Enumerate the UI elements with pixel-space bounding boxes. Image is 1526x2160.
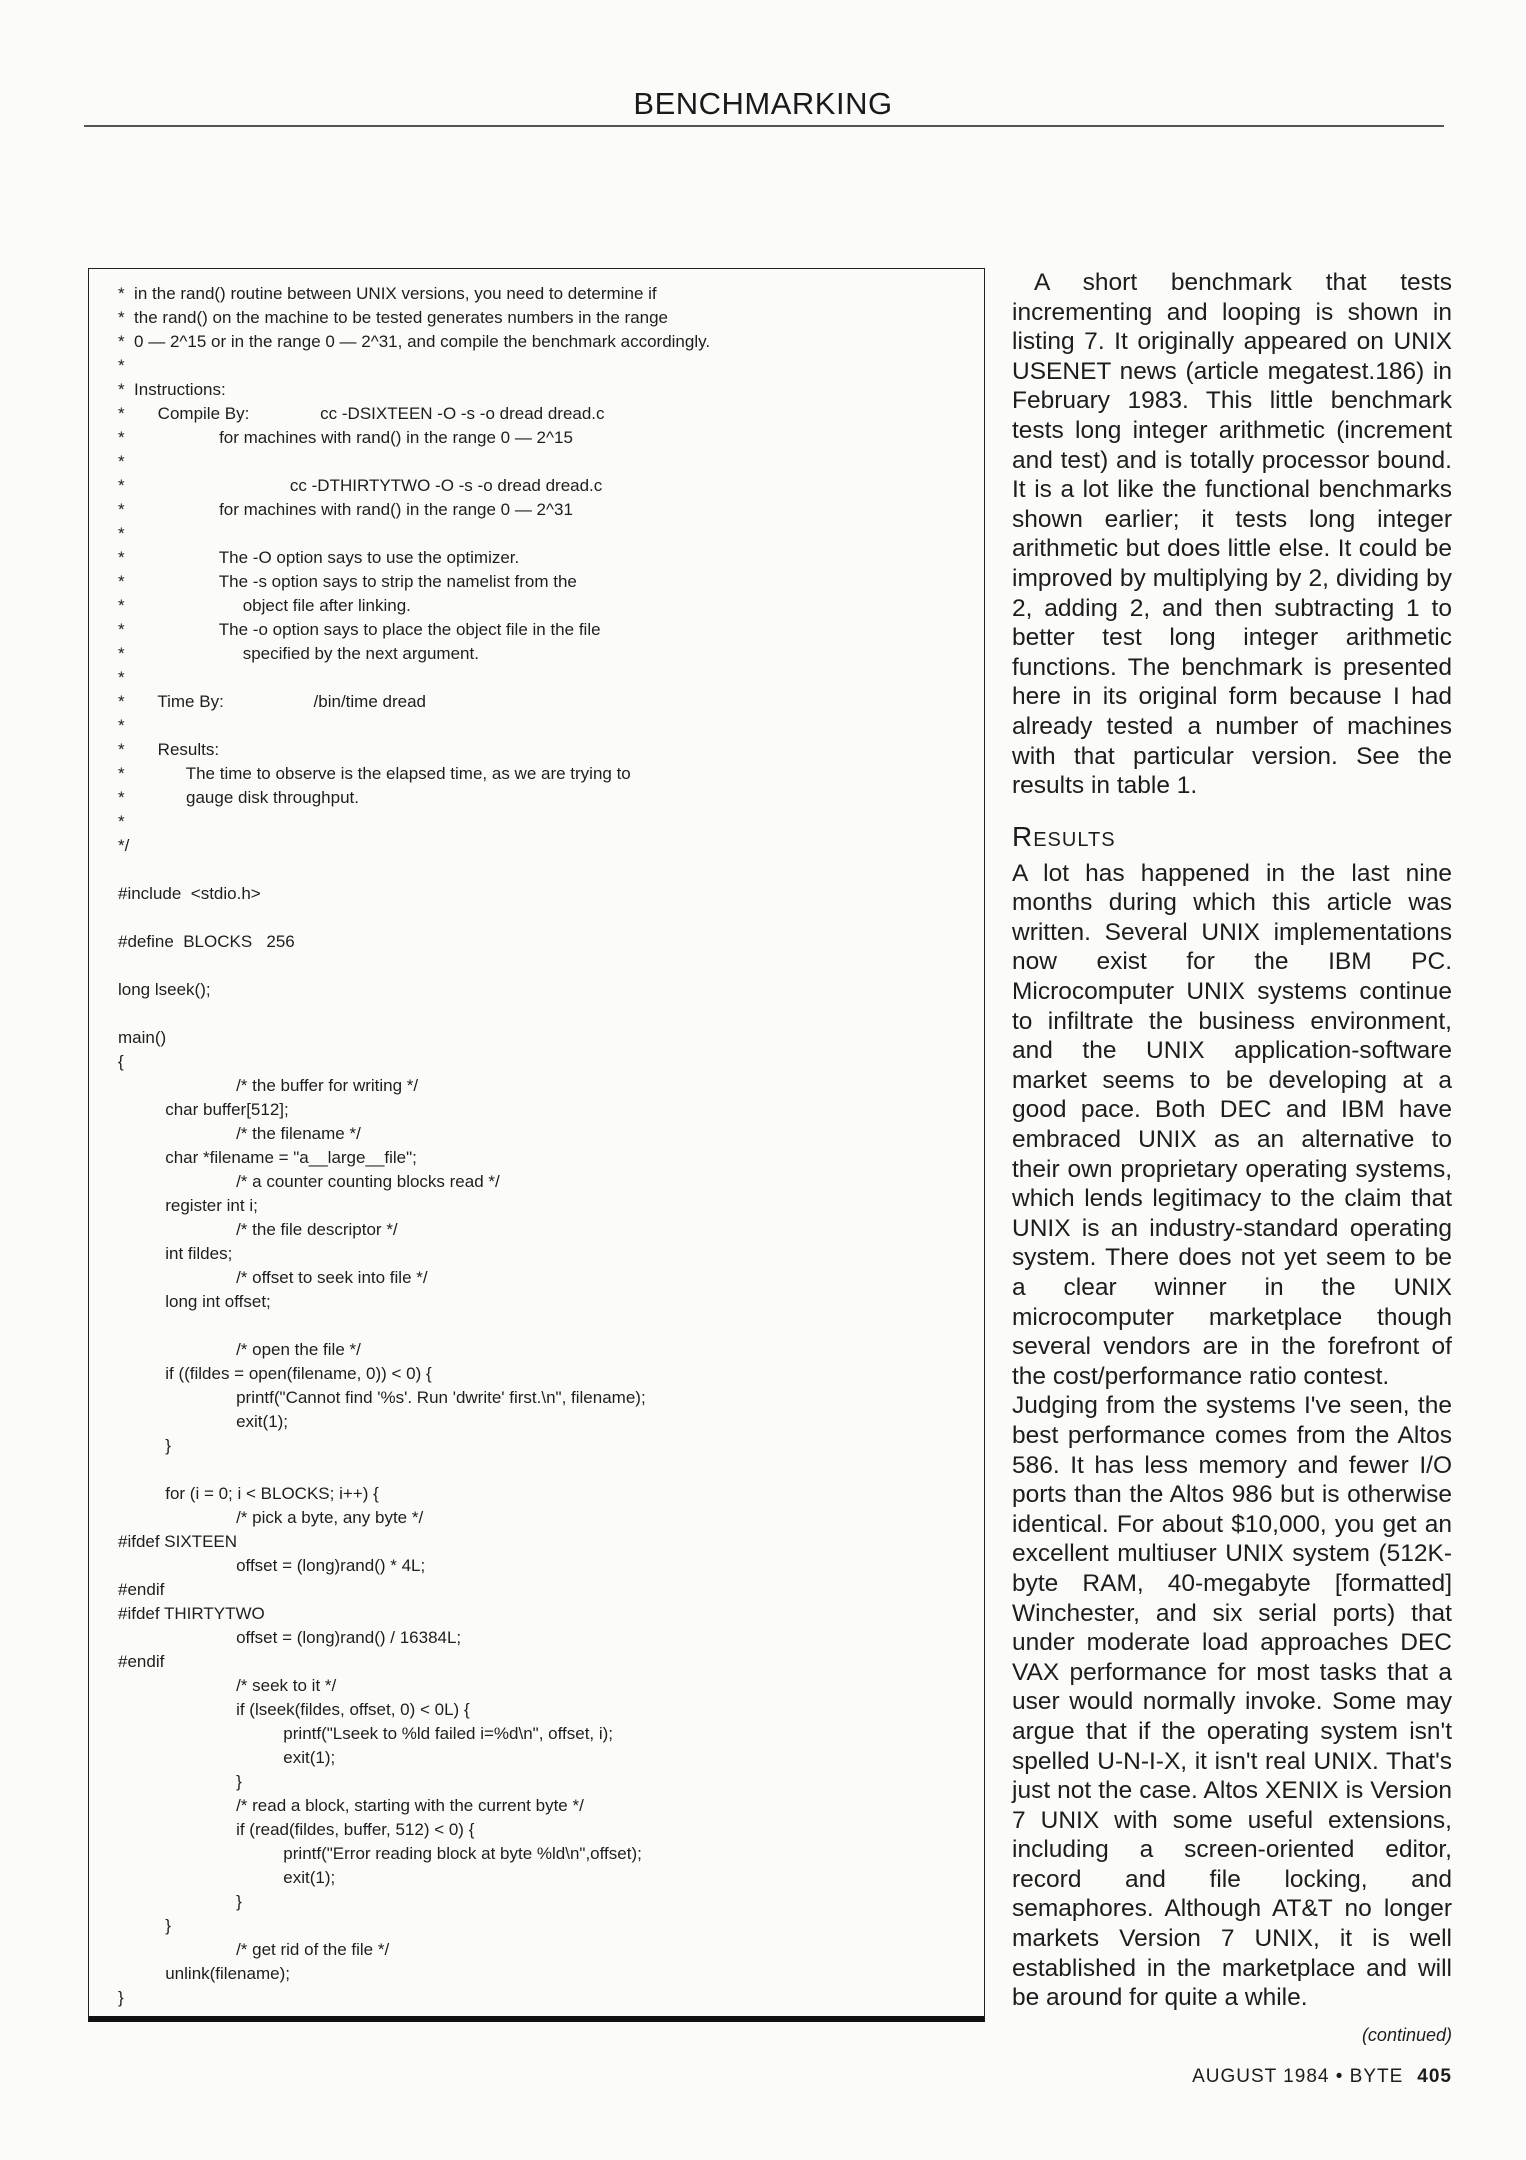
code-line: /* offset to seek into file */: [118, 1268, 428, 1287]
code-line: [118, 954, 978, 978]
code-line: if (read(fildes, buffer, 512) < 0) {: [118, 1820, 475, 1839]
code-line: [118, 1458, 978, 1482]
code-line: long lseek();: [118, 980, 211, 999]
code-line: {: [118, 1052, 124, 1071]
code-line: *: [118, 356, 125, 375]
article-paragraph-2: A lot has happened in the last nine months during which this article was written. Several UNIX implementations now exist for the IBM PC. Microcomputer UNIX systems continue to infiltrate the business environment, and the UNIX application-software market seems to be developing at a good pace. Both DEC and IBM have embraced UNIX as an alternative to their own proprietary operating systems, which lends legitimacy to the claim that UNIX is an industry-standard operating system. There does not yet seem to be a clear winner in the UNIX microcomputer marketplace though several vendors are in the forefront of the cost/performance ratio contest.: [1012, 859, 1452, 1390]
code-line: *: [118, 716, 125, 735]
code-line: * Compile By: cc -DSIXTEEN -O -s -o dread dread.c: [118, 404, 605, 423]
code-line: }: [118, 1436, 171, 1455]
code-line: * for machines with rand() in the range 0 — 2^31: [118, 500, 573, 519]
code-line: * object file after linking.: [118, 596, 411, 615]
code-line: * The -o option says to place the object file in the file: [118, 620, 601, 639]
code-line: printf("Error reading block at byte %ld\n",offset);: [118, 1844, 642, 1863]
code-line: for (i = 0; i < BLOCKS; i++) {: [118, 1484, 379, 1503]
code-line: #define BLOCKS 256: [118, 932, 295, 951]
code-line: * The time to observe is the elapsed time, as we are trying to: [118, 764, 631, 783]
article-paragraph-3: Judging from the systems I've seen, the best performance comes from the Altos 586. It has less memory and fewer I/O ports than the Altos 986 but is otherwise identical. For about $10,000, you get an excellent multiuser UNIX system (512K-byte RAM, 40-megabyte [formatted] Winchester, and six serial ports) that under moderate load approaches DEC VAX performance for most tasks that a user would normally invoke. Some may argue that if the operating system isn't spelled U-N-I-X, it isn't real UNIX. That's just not the case. Altos XENIX is Version 7 UNIX with some useful extensions, including a screen-oriented editor, record and file locking, and semaphores. Although AT&T no longer markets Version 7 UNIX, it is well established in the marketplace and will be around for quite a while.: [1012, 1392, 1452, 2012]
code-line: char *filename = "a__large__file";: [118, 1148, 417, 1167]
code-line: * Instructions:: [118, 380, 226, 399]
code-line: * The -s option says to strip the namelist from the: [118, 572, 577, 591]
code-line: *: [118, 524, 125, 543]
code-line: * 0 — 2^15 or in the range 0 — 2^31, and compile the benchmark accordingly.: [118, 332, 711, 351]
code-listing: [118, 282, 978, 2010]
code-line: * cc -DTHIRTYTWO -O -s -o dread dread.c: [118, 476, 603, 495]
code-line: exit(1);: [118, 1412, 289, 1431]
code-line: register int i;: [118, 1196, 258, 1215]
code-line: [118, 1002, 978, 1026]
code-line: /* read a block, starting with the current byte */: [118, 1796, 584, 1815]
code-line: * Results:: [118, 740, 220, 759]
code-line: /* get rid of the file */: [118, 1940, 390, 1959]
code-line: /* the buffer for writing */: [118, 1076, 419, 1095]
header-rule: [84, 125, 1444, 127]
code-line: /* a counter counting blocks read */: [118, 1172, 500, 1191]
code-line: #endif: [118, 1652, 165, 1671]
code-line: * Time By: /bin/time dread: [118, 692, 426, 711]
code-line: }: [118, 1916, 171, 1935]
code-line: }: [118, 1988, 124, 2007]
code-line: char buffer[512];: [118, 1100, 289, 1119]
code-line: */: [118, 836, 130, 855]
code-line: * the rand() on the machine to be tested generates numbers in the range: [118, 308, 669, 327]
code-line: main(): [118, 1028, 167, 1047]
code-line: unlink(filename);: [118, 1964, 290, 1983]
code-line: *: [118, 668, 125, 687]
code-line: printf("Cannot find '%s'. Run 'dwrite' first.\n", filename);: [118, 1388, 646, 1407]
page-header-title: BENCHMARKING: [633, 86, 893, 121]
code-line: *: [118, 812, 125, 831]
code-line: *: [118, 452, 125, 471]
code-line: if (lseek(fildes, offset, 0) < 0L) {: [118, 1700, 470, 1719]
code-line: offset = (long)rand() * 4L;: [118, 1556, 426, 1575]
code-line: /* the file descriptor */: [118, 1220, 398, 1239]
code-line: #include <stdio.h>: [118, 884, 261, 903]
code-line: * gauge disk throughput.: [118, 788, 359, 807]
code-line: #endif: [118, 1580, 165, 1599]
code-line: long int offset;: [118, 1292, 271, 1311]
code-line: /* seek to it */: [118, 1676, 337, 1695]
code-line: /* open the file */: [118, 1340, 361, 1359]
code-line: * in the rand() routine between UNIX versions, you need to determine if: [118, 284, 657, 303]
code-line: }: [118, 1772, 242, 1791]
code-line: if ((fildes = open(filename, 0)) < 0) {: [118, 1364, 432, 1383]
continued-note: (continued): [1361, 2024, 1452, 2045]
article-paragraph-1: A short benchmark that tests incrementing and looping is shown in listing 7. It originally appeared on UNIX USENET news (article megatest.186) in February 1983. This little benchmark tests long integer arithmetic (increment and test) and is totally processor bound. It is a lot like the functional benchmarks shown earlier; it tests long integer arithmetic but does little else. It could be improved by multiplying by 2, dividing by 2, adding 2, and then subtracting 1 to better test long integer arithmetic functions. The benchmark is presented here in its original form because I had already tested a number of machines with that particular version. See the results in table 1.: [1012, 269, 1452, 800]
code-line: [118, 906, 978, 930]
footer-issue: AUGUST 1984 • BYTE: [1192, 2066, 1404, 2087]
code-line: exit(1);: [118, 1748, 336, 1767]
code-line: * The -O option says to use the optimizer.: [118, 548, 520, 567]
code-line: #ifdef THIRTYTWO: [118, 1604, 265, 1623]
code-line: #ifdef SIXTEEN: [118, 1532, 238, 1551]
code-line: }: [118, 1892, 242, 1911]
code-line: * for machines with rand() in the range 0 — 2^15: [118, 428, 573, 447]
page-footer: [1192, 2066, 1452, 2088]
section-heading-results: Results: [1012, 820, 1116, 852]
article-column: [1012, 268, 1452, 2050]
code-line: int fildes;: [118, 1244, 233, 1263]
code-line: [118, 1314, 978, 1338]
code-line: [118, 858, 978, 882]
code-line: * specified by the next argument.: [118, 644, 479, 663]
code-line: /* the filename */: [118, 1124, 361, 1143]
code-line: /* pick a byte, any byte */: [118, 1508, 424, 1527]
code-line: offset = (long)rand() / 16384L;: [118, 1628, 462, 1647]
code-line: printf("Lseek to %ld failed i=%d\n", offset, i);: [118, 1724, 614, 1743]
page-number: 405: [1417, 2066, 1452, 2087]
code-line: exit(1);: [118, 1868, 336, 1887]
